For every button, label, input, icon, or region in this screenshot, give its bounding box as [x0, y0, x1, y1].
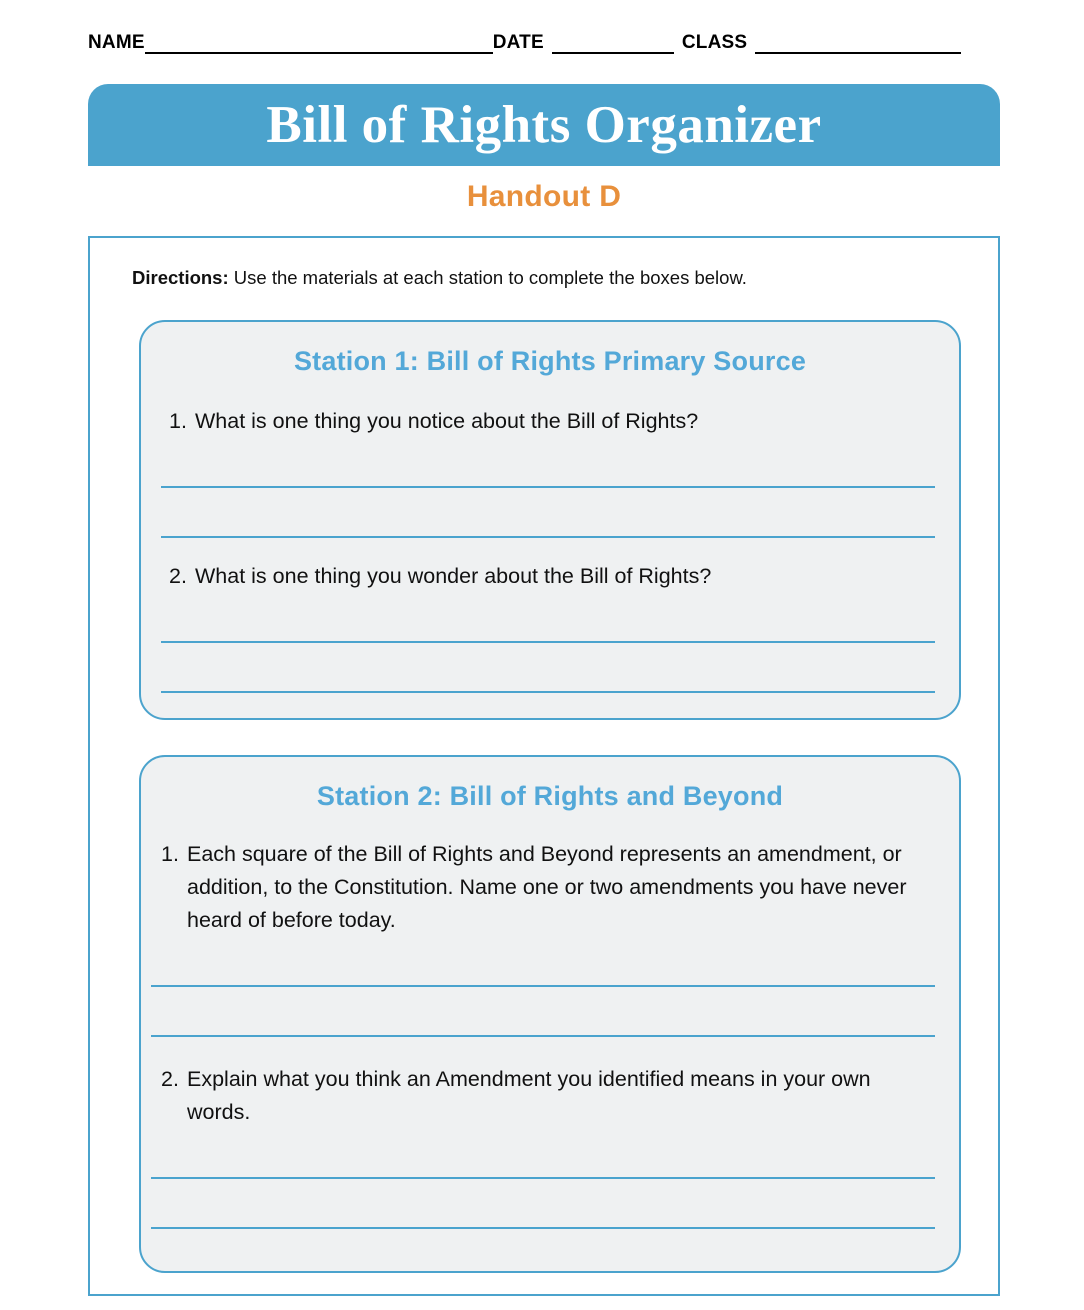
answer-line[interactable]	[151, 1177, 935, 1179]
date-label: DATE	[492, 32, 544, 53]
class-label: CLASS	[681, 32, 748, 53]
directions	[132, 266, 747, 290]
station-2-question-1	[151, 838, 935, 1037]
station-2-question-2	[151, 1063, 935, 1229]
directions-label: Directions:	[132, 267, 229, 288]
answer-line[interactable]	[151, 985, 935, 987]
station-1-question-1	[161, 405, 935, 538]
station-1-question-2	[161, 560, 935, 693]
question-number: 2.	[161, 1067, 179, 1091]
name-input-rule[interactable]	[145, 33, 493, 54]
question-text-row	[151, 1063, 935, 1129]
student-info-row	[88, 32, 1008, 54]
title-banner	[88, 84, 1000, 166]
answer-line[interactable]	[161, 536, 935, 538]
answer-line[interactable]	[151, 1035, 935, 1037]
answer-line[interactable]	[161, 486, 935, 488]
station-2-question-list	[151, 838, 935, 1229]
question-body: Explain what you think an Amendment you identified means in your own words.	[187, 1067, 871, 1124]
question-number: 1.	[161, 842, 179, 866]
station-2-content	[141, 838, 959, 1229]
question-text-row	[151, 838, 935, 937]
worksheet-container	[88, 236, 1000, 1296]
station-2-title: Station 2: Bill of Rights and Beyond	[316, 781, 784, 811]
page-title: Bill of Rights Organizer	[266, 95, 822, 154]
station-2-box	[139, 755, 961, 1273]
station-1-question-list	[161, 405, 935, 693]
question-body: What is one thing you wonder about the Bill of Rights?	[195, 564, 712, 588]
question-text-row	[161, 560, 935, 593]
answer-line[interactable]	[161, 641, 935, 643]
handout-subtitle: Handout D	[466, 180, 622, 213]
question-body: Each square of the Bill of Rights and Beyond represents an amendment, or addition, to the Constitution. Name one or two amendments you have never heard of before today.	[187, 842, 907, 932]
question-number: 1.	[169, 409, 187, 433]
answer-lines	[161, 641, 935, 693]
question-number: 2.	[169, 564, 187, 588]
station-1-title: Station 1: Bill of Rights Primary Source	[293, 346, 807, 376]
date-input-rule[interactable]	[552, 33, 674, 54]
question-text-row	[161, 405, 935, 438]
answer-lines	[161, 486, 935, 538]
class-input-rule[interactable]	[755, 33, 961, 54]
answer-lines	[151, 985, 935, 1037]
station-1-content	[141, 405, 959, 693]
answer-line[interactable]	[151, 1227, 935, 1229]
question-body: What is one thing you notice about the Bill of Rights?	[195, 409, 699, 433]
name-label: NAME	[88, 32, 145, 53]
answer-lines	[151, 1177, 935, 1229]
station-1-box	[139, 320, 961, 720]
answer-line[interactable]	[161, 691, 935, 693]
directions-text: Use the materials at each station to complete the boxes below.	[228, 267, 747, 288]
